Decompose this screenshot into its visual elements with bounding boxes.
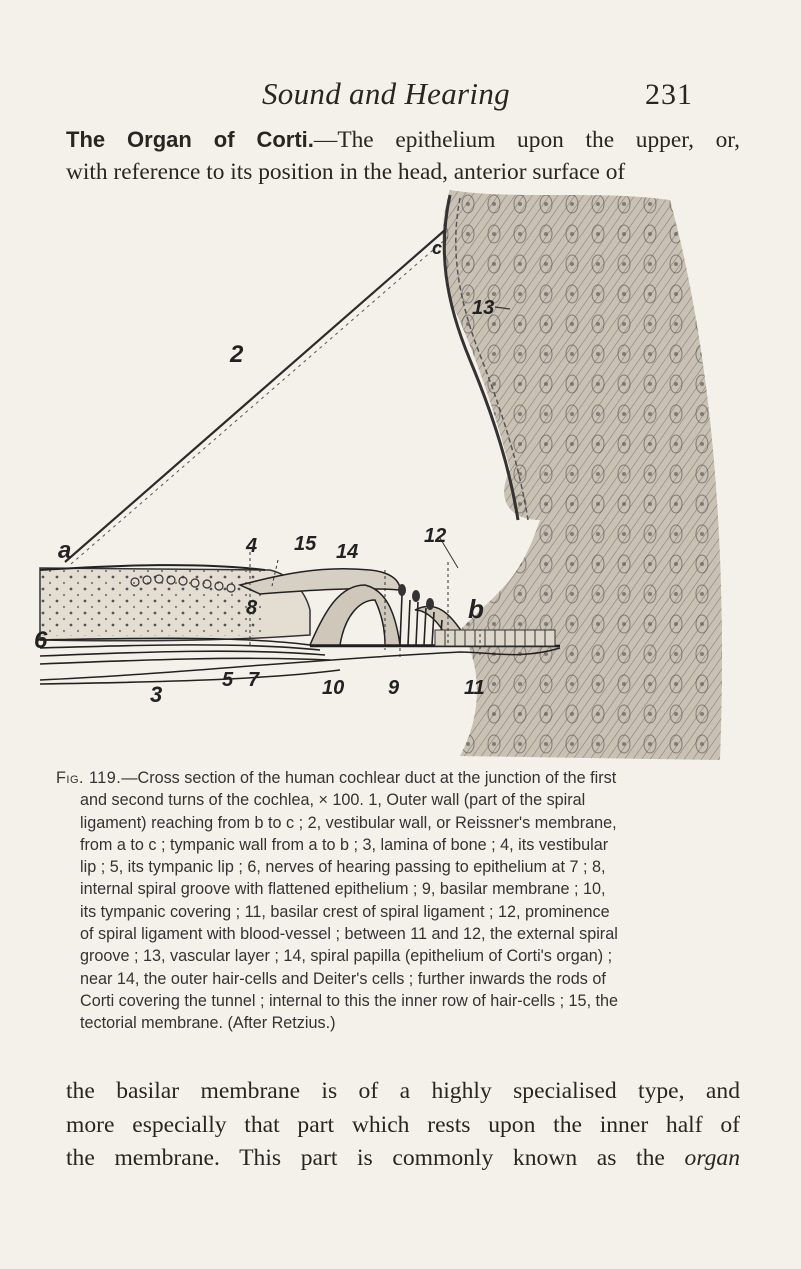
intro-line-1 <box>66 124 740 156</box>
label-8: 8 <box>246 597 258 619</box>
organ-term: organ <box>684 1145 741 1171</box>
label-14: 14 <box>336 541 359 563</box>
figure-reference: Fig. 119. <box>56 769 122 787</box>
caption-line: Corti covering the tunnel ; internal to this the inner row of hair-cells ; 15, the <box>80 991 619 1010</box>
label-4: 4 <box>246 535 258 557</box>
reissners-membrane <box>65 230 445 562</box>
intro-line-1-text: —The epithelium upon the upper, or, <box>313 127 740 153</box>
running-title: Sound and Hearing <box>262 76 510 111</box>
label-12: 12 <box>424 525 447 547</box>
caption-line: of spiral ligament with blood-vessel ; between 11 and 12, the external spiral <box>80 925 618 944</box>
page-number: 231 <box>645 78 693 111</box>
cochlear-duct-illustration <box>34 190 740 756</box>
continuation-line-2: more especially that part which rests upon the inner half of <box>66 1111 740 1138</box>
continuation-paragraph <box>66 1075 740 1176</box>
intro-paragraph <box>66 124 740 188</box>
section-heading: The Organ of Corti. <box>66 127 314 152</box>
caption-line: near 14, the outer hair-cells and Deiter's cells ; further inwards the rods of <box>80 969 606 988</box>
caption-line: groove ; 13, vascular layer ; 14, spiral papilla (epithelium of Corti's organ) ; <box>80 947 613 966</box>
continuation-line-1: the basilar membrane is of a highly specialised type, and <box>66 1078 740 1104</box>
caption-line: from a to c ; tympanic wall from a to b ; 3, lamina of bone ; 4, its vestibular <box>80 835 609 854</box>
caption-line: tectorial membrane. (After Retzius.) <box>80 1014 336 1033</box>
caption-line: its tympanic covering ; 11, basilar crest of spiral ligament ; 12, prominence <box>80 902 610 921</box>
caption-line: internal spiral groove with flattened epithelium ; 9, basilar membrane ; 10, <box>80 880 606 899</box>
caption-line: and second turns of the cochlea, × 100. 1, Outer wall (part of the spiral <box>80 791 586 810</box>
label-6: 6 <box>34 627 48 654</box>
label-7: 7 <box>248 669 260 691</box>
label-c: c <box>432 238 443 258</box>
caption-line-1-text: —Cross section of the human cochlear duct at the junction of the first <box>121 769 617 787</box>
label-5: 5 <box>222 669 234 691</box>
caption-line: lip ; 5, its tympanic lip ; 6, nerves of hearing passing to epithelium at 7 ; 8, <box>80 858 606 877</box>
label-9: 9 <box>388 677 400 699</box>
label-11: 11 <box>464 677 485 699</box>
caption-line: ligament) reaching from b to c ; 2, vestibular wall, or Reissner's membrane, <box>80 813 617 832</box>
label-b: b <box>468 594 484 624</box>
figure-caption <box>56 767 740 1035</box>
continuation-line-3 <box>66 1142 740 1176</box>
label-15: 15 <box>294 533 317 555</box>
caption-line-1 <box>56 767 740 789</box>
label-a: a <box>58 537 72 564</box>
label-13: 13 <box>472 297 495 319</box>
cochlear-duct-figure <box>34 190 740 756</box>
running-head <box>0 76 801 116</box>
label-2: 2 <box>230 341 244 368</box>
continuation-line-3-text: the membrane. This part is commonly known as the <box>66 1145 665 1171</box>
label-10: 10 <box>322 677 345 699</box>
label-3: 3 <box>150 682 163 707</box>
intro-line-2: with reference to its position in the head, anterior surface of <box>66 159 626 185</box>
